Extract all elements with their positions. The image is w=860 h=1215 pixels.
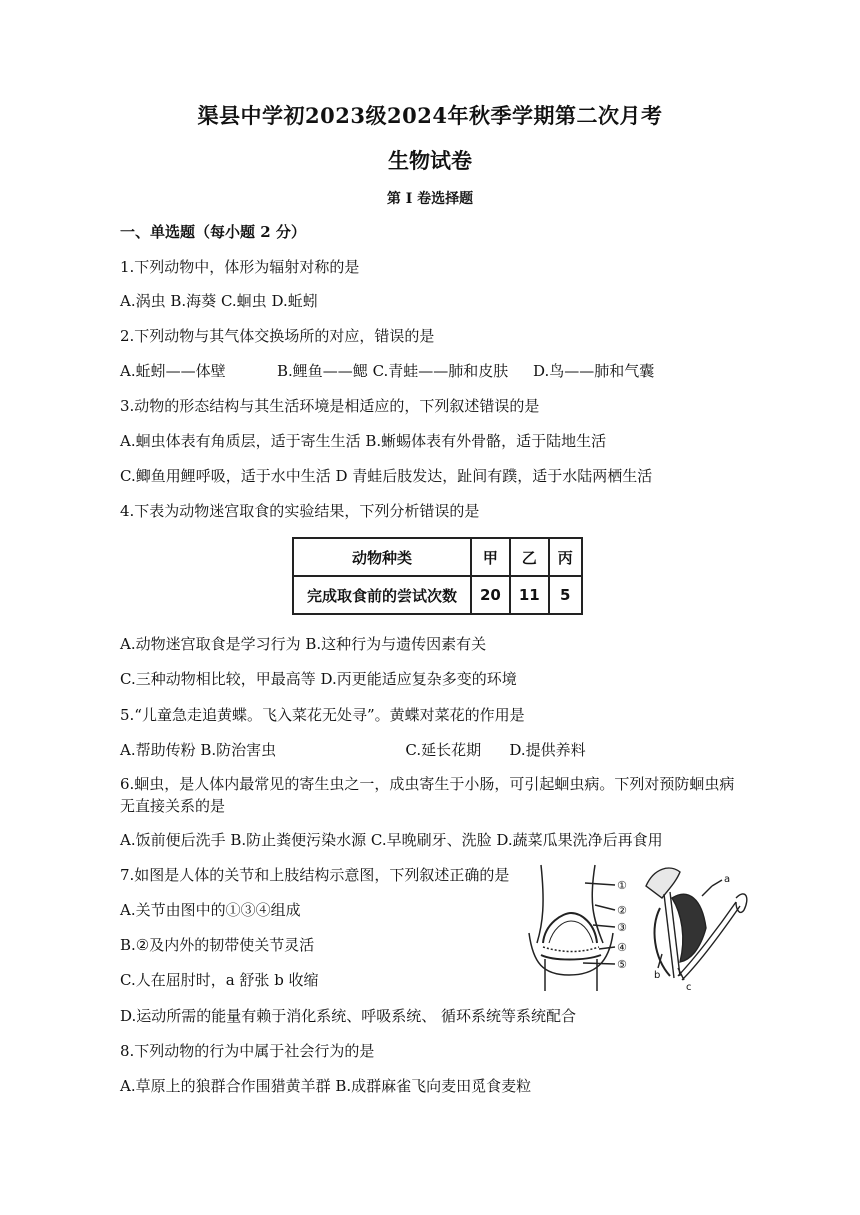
question-1-stem: 1.下列动物中，体形为辐射对称的是 [120,258,360,276]
question-3-line-2: C.鲫鱼用鲤呼吸，适于水中生活 D 青蛙后肢发达，趾间有蹼，适于水陆两栖生活 [120,467,653,485]
table-header-row [293,538,582,576]
q1-option-d: D.蚯蚓 [271,292,318,310]
question-6-line-1: A.饭前便后洗手 B.防止粪便污染水源 C.早晚刷牙、洗脸 D.蔬菜瓜果洗净后再食用 [120,831,663,849]
q2-option-c: C.青蛙——肺和皮肤 [372,362,509,380]
table-cell: 11 [510,576,549,614]
question-2-stem: 2.下列动物与其气体交换场所的对应，错误的是 [120,327,435,345]
question-6-stem: 6.蛔虫，是人体内最常见的寄生虫之一，成虫寄生于小肠，可引起蛔虫病。下列对预防蛔虫病无直接关系的是 [120,775,735,815]
question-8-stem: 8.下列动物的行为中属于社会行为的是 [120,1042,375,1060]
q1-option-b: B.海葵 [170,292,217,310]
question-7-option-b: B.②及内外的韧带使关节灵活 [120,936,315,954]
table-header-cell: 丙 [549,538,582,576]
table-header-cell: 甲 [471,538,510,576]
question-5-stem: 5.“儿童急走追黄蝶。飞入菜花无处寻”。黄蝶对菜花的作用是 [120,706,525,724]
question-3-line-1: A.蛔虫体表有角质层，适于寄生生活 B.蜥蜴体表有外骨骼，适于陆地生活 [120,432,607,450]
exam-title: 渠县中学初2023级2024年秋季学期第二次月考 [197,103,663,128]
q5-option-b: B.防治害虫 [200,741,277,759]
table-row [293,576,582,614]
q5-option-a: A.帮助传粉 [120,741,196,759]
arm-label: c [686,982,692,993]
joint-label: ④ [617,941,627,954]
question-7-option-c: C.人在屈肘时，a 舒张 b 收缩 [120,971,319,989]
question-7-option-d: D.运动所需的能量有赖于消化系统、呼吸系统、 循环系统等系统配合 [120,1007,577,1025]
joint-label: ③ [617,921,627,934]
question-4-stem: 4.下表为动物迷宫取食的实验结果，下列分析错误的是 [120,502,480,520]
question-4-line-1: A.动物迷宫取食是学习行为 B.这种行为与遗传因素有关 [120,635,487,653]
table-cell: 20 [471,576,510,614]
question-2-options [120,361,654,381]
joint-label: ① [617,879,627,892]
question-5-options [120,740,586,760]
arm-label: a [724,874,731,885]
q2-option-d: D.鸟——肺和气囊 [533,362,655,380]
table-header-cell: 乙 [510,538,549,576]
question-3-stem: 3.动物的形态结构与其生活环境是相适应的，下列叙述错误的是 [120,397,540,415]
joint-structure-diagram [523,863,633,993]
q2-option-a: A.蚯蚓——体壁 [120,362,226,380]
joint-label: ② [617,904,627,917]
arm-label: b [654,970,661,981]
q5-option-c: C.延长花期 [405,741,482,759]
q1-option-a: A.涡虫 [120,292,166,310]
q5-option-d: D.提供养料 [509,741,586,759]
question-8-line-1: A.草原上的狼群合作围猎黄羊群 B.成群麻雀飞向麦田觅食麦粒 [120,1077,532,1095]
question-1-options [120,291,318,311]
table-header-cell: 动物种类 [293,538,471,576]
joint-label: ⑤ [617,958,627,971]
q2-option-b: B.鲤鱼——鳃 [277,362,368,380]
question-7-option-a: A.关节由图中的①③④组成 [120,901,301,919]
table-cell: 5 [549,576,582,614]
q2-option-b-c [277,361,533,381]
maze-results-table [292,537,583,615]
table-cell: 完成取食前的尝试次数 [293,576,471,614]
section-heading: 一、单选题（每小题 2 分） [120,223,306,241]
exam-part: 第 I 卷选择题 [386,191,474,207]
exam-subject: 生物试卷 [388,148,472,173]
q1-option-c: C.蛔虫 [220,292,267,310]
question-4-line-2: C.三种动物相比较，甲最高等 D.丙更能适应复杂多变的环境 [120,670,517,688]
question-7-stem: 7.如图是人体的关节和上肢结构示意图，下列叙述正确的是 [120,866,510,884]
upper-limb-diagram [640,858,755,993]
